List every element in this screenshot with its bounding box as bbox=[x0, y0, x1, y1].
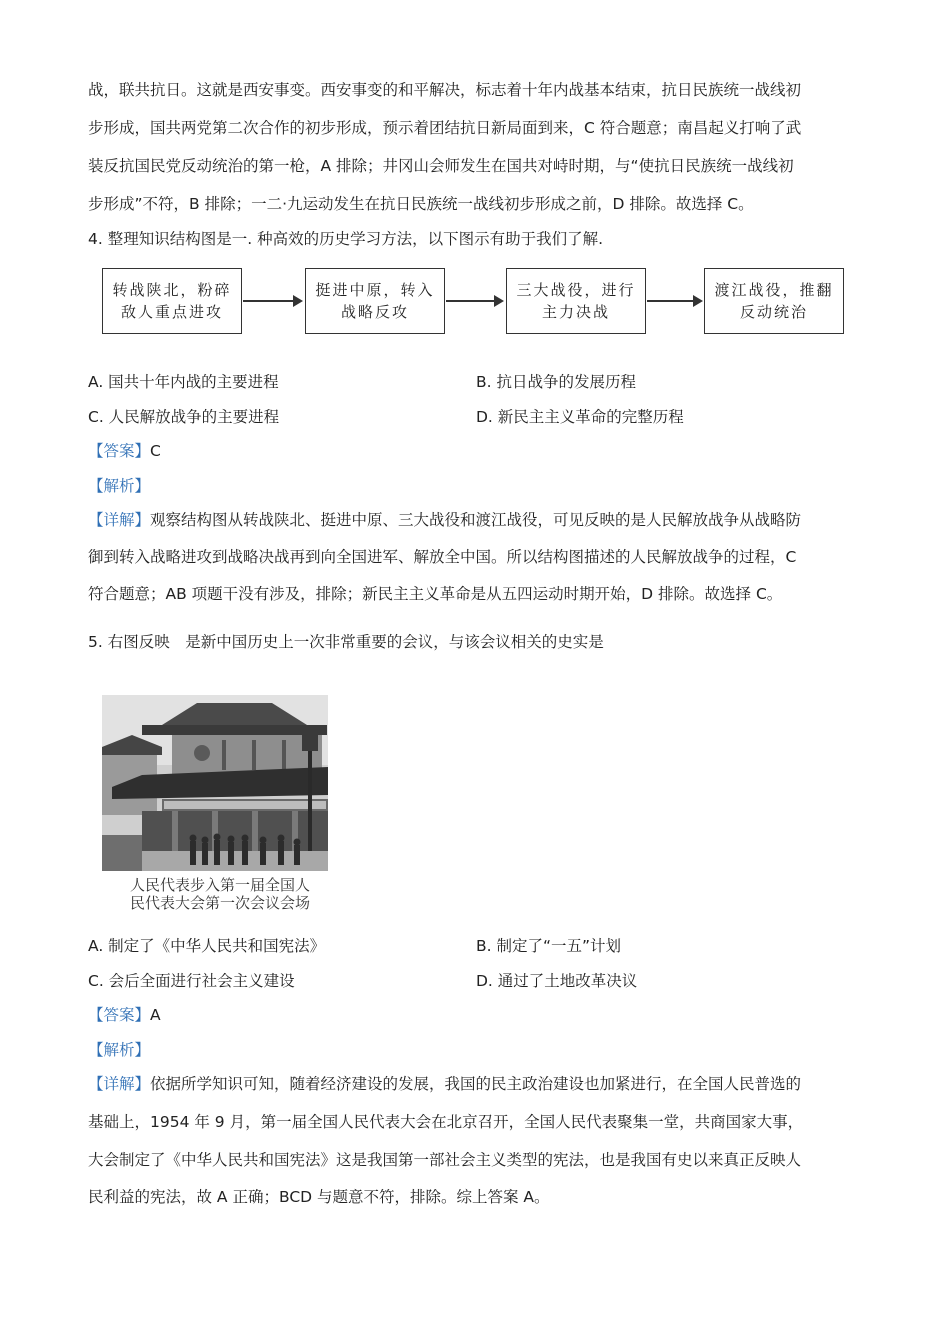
q5-detail-line-3: 大会制定了《中华人民共和国宪法》这是我国第一部社会主义类型的宪法，也是我国有史以来真正反映人 bbox=[88, 1151, 802, 1169]
detail-tag: 【详解】 bbox=[88, 1075, 151, 1093]
flow-box-3: 三大战役，进行主力决战 bbox=[506, 268, 646, 334]
caption-line-1: 人民代表步入第一届全国人 bbox=[129, 876, 310, 894]
q4-option-b: B. 抗日战争的发展历程 bbox=[476, 373, 636, 391]
q4-detail-line-1: 【详解】观察结构图从转战陕北、挺进中原、三大战役和渡江战役，可见反映的是人民解放战争从战略防 bbox=[88, 511, 802, 529]
intro-line-2: 步形成，国共两党第二次合作的初步形成，预示着团结抗日新局面到来，C 符合题意；南昌起义打响了武 bbox=[88, 119, 802, 137]
flow-arrow-2 bbox=[446, 300, 502, 302]
photo-caption bbox=[102, 876, 338, 912]
flow-box-4: 渡江战役，推翻反动统治 bbox=[704, 268, 844, 334]
flow-arrow-1 bbox=[243, 300, 301, 302]
intro-line-4: 步形成”不符，B 排除；一二·九运动发生在抗日民族统一战线初步形成之前，D 排除。故选择 C。 bbox=[88, 195, 754, 213]
intro-line-3: 装反抗国民党反动统治的第一枪，A 排除；井冈山会师发生在国共对峙时期，与“使抗日民族统一战线初 bbox=[88, 157, 794, 175]
flow-arrow-3 bbox=[647, 300, 701, 302]
answer-tag: 【答案】 bbox=[88, 442, 151, 460]
caption-line-2: 民代表大会第一次会议会场 bbox=[129, 894, 310, 912]
q5-detail-line-4: 民利益的宪法，故 A 正确；BCD 与题意不符，排除。综上答案 A。 bbox=[88, 1188, 550, 1206]
q5-option-a: A. 制定了《中华人民共和国宪法》 bbox=[88, 937, 326, 955]
q4-detail-line-2: 御到转入战略进攻到战略决战再到向全国进军、解放全中国。所以结构图描述的人民解放战争的过程，C bbox=[88, 548, 797, 566]
q5-detail-line-1: 【详解】依据所学知识可知，随着经济建设的发展，我国的民主政治建设也加紧进行，在全国人民普选的 bbox=[88, 1075, 802, 1093]
q5-option-b: B. 制定了“一五”计划 bbox=[476, 937, 622, 955]
q5-answer bbox=[88, 1005, 161, 1025]
q4-answer bbox=[88, 441, 161, 461]
q4-stem: 4. 整理知识结构图是一. 种高效的历史学习方法，以下图示有助于我们了解. bbox=[88, 230, 603, 248]
intro-line-1: 战，联共抗日。这就是西安事变。西安事变的和平解决，标志着十年内战基本结束，抗日民族统一战线初 bbox=[88, 81, 802, 99]
flow-box-2: 挺进中原，转入战略反攻 bbox=[305, 268, 445, 334]
q4-detail-line-3: 符合题意；AB 项题干没有涉及，排除；新民主主义革命是从五四运动时期开始，D 排除。故选择 C。 bbox=[88, 585, 783, 603]
q5-stem: 5. 右图反映 是新中国历史上一次非常重要的会议，与该会议相关的史实是 bbox=[88, 633, 604, 651]
q4-option-d: D. 新民主主义革命的完整历程 bbox=[476, 408, 684, 426]
answer-value: A bbox=[150, 1006, 161, 1024]
q5-option-c: C. 会后全面进行社会主义建设 bbox=[88, 972, 295, 990]
answer-tag: 【答案】 bbox=[88, 1006, 151, 1024]
q5-detail-line-2: 基础上，1954 年 9 月，第一届全国人民代表大会在北京召开，全国人民代表聚集一堂，共商国家大事， bbox=[88, 1113, 804, 1131]
q5-option-d: D. 通过了土地改革决议 bbox=[476, 972, 638, 990]
q4-option-c: C. 人民解放战争的主要进程 bbox=[88, 408, 280, 426]
q4-analysis-tag: 【解析】 bbox=[88, 477, 151, 495]
flow-box-1: 转战陕北，粉碎敌人重点进攻 bbox=[102, 268, 242, 334]
congress-hall-photo bbox=[102, 695, 328, 871]
q5-analysis-tag: 【解析】 bbox=[88, 1041, 151, 1059]
detail-tag: 【详解】 bbox=[88, 511, 151, 529]
q4-flow-diagram bbox=[102, 268, 847, 338]
q4-option-a: A. 国共十年内战的主要进程 bbox=[88, 373, 279, 391]
answer-value: C bbox=[150, 442, 161, 460]
